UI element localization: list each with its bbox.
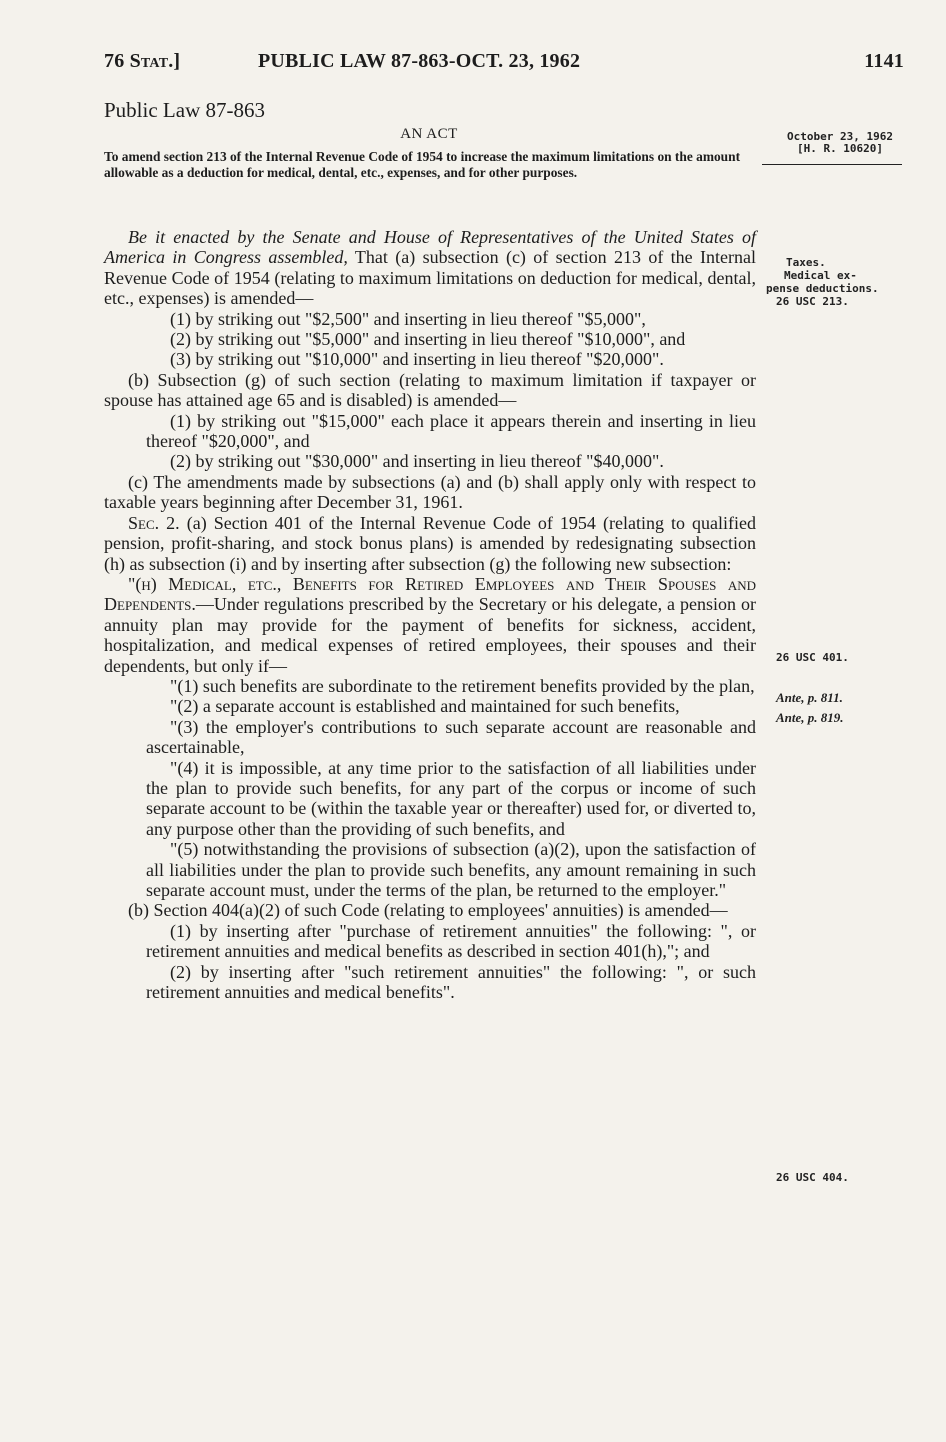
section-2-a	[104, 513, 756, 574]
margin-rule	[762, 164, 902, 165]
subsection-b-1: (1) by striking out "$15,000" each place it appears therein and inserting in lieu thereof "$20,000", and	[146, 410, 756, 452]
subsection-a-3: (3) by striking out "$10,000" and inserting in lieu thereof "$20,000".	[170, 349, 664, 370]
subsection-b: (b) Subsection (g) of such section (relating to maximum limitation if taxpayer or spouse has attained age 65 and is disabled) is amended—	[104, 369, 756, 411]
margin-date-text: October 23, 1962	[787, 130, 893, 143]
section-2-b-2: (2) by inserting after "such retirement annuities" the following: ", or such retirement annuities and medical benefits".	[146, 961, 756, 1003]
subsection-h-3: "(3) the employer's contributions to such separate account are reasonable and ascertainable,	[146, 716, 756, 758]
margin-ante-819: Ante, p. 819.	[776, 710, 844, 725]
act-description: To amend section 213 of the Internal Revenue Code of 1954 to increase the maximum limitations on the amount allowable as a deduction for medical, dental, etc., expenses, and for other purposes.	[104, 149, 741, 180]
margin-usc-401: 26 USC 401.	[776, 651, 849, 664]
subsection-h-4: "(4) it is impossible, at any time prior to the satisfaction of all liabilities under the plan to provide such benefits, for any part of the corpus or income of such separate account to be (within the taxable year or thereafter) used for, or diverted to, any purpose other than the providing of such benefits, and	[146, 757, 756, 839]
header-stat-reference: 76 Stat.]	[104, 50, 181, 72]
subsection-h	[104, 574, 756, 676]
subsection-h-5: "(5) notwithstanding the provisions of subsection (a)(2), upon the satisfaction of all liabilities under the plan to provide such benefits, any amount remaining in such separate account must, under the terms of the plan, be returned to the employer."	[146, 839, 756, 900]
margin-usc-213: 26 USC 213.	[776, 295, 849, 308]
subsection-a-2: (2) by striking out "$5,000" and inserting in lieu thereof "$10,000", and	[170, 329, 686, 350]
header-page-number: 1141	[864, 50, 904, 72]
section-2-a-text: (a) Section 401 of the Internal Revenue Code of 1954 (relating to qualified pension, profit-sharing, and stock bonus plans) is amended by redesignating subsection (h) as subsection (i) and by inserting after subsection (g) the following new subsection:	[104, 512, 756, 574]
subsection-h-heading: "(h) Medical, etc., Benefits for Retired Employees and Their Spouses and Dependents.	[104, 573, 756, 615]
subsection-b-2: (2) by striking out "$30,000" and inserting in lieu thereof "$40,000".	[170, 451, 664, 472]
header-law-title: PUBLIC LAW 87-863-OCT. 23, 1962	[258, 50, 581, 72]
section-2-b: (b) Section 404(a)(2) of such Code (relating to employees' annuities) is amended—	[128, 900, 728, 921]
section-2-label: Sec. 2.	[128, 512, 180, 533]
enacting-clause-italic: Be it enacted by the Senate and House of Representatives of the United States of America in Congress assembled,	[104, 227, 756, 268]
margin-medical-1: Medical ex-	[784, 269, 857, 282]
subsection-c: (c) The amendments made by subsections (a) and (b) shall apply only with respect to taxable years beginning after December 31, 1961.	[104, 471, 756, 513]
margin-ante-811: Ante, p. 811.	[776, 690, 843, 705]
margin-date	[775, 131, 905, 155]
subsection-h-1: "(1) such benefits are subordinate to the retirement benefits provided by the plan,	[170, 675, 755, 696]
margin-bill-number: [H. R. 10620]	[796, 142, 884, 155]
subsection-h-text: —Under regulations prescribed by the Secretary or his delegate, a pension or annuity plan may provide for the payment of benefits for sickness, accident, hospitalization, and medical expenses of retired employees, their spouses and their dependents, but only if—	[104, 594, 756, 676]
act-heading: AN ACT	[400, 126, 458, 142]
act-body	[104, 227, 756, 1002]
public-law-title: Public Law 87-863	[104, 98, 265, 122]
subsection-a-1: (1) by striking out "$2,500" and inserting in lieu thereof "$5,000",	[170, 308, 646, 329]
section-2-b-1: (1) by inserting after "purchase of retirement annuities" the following: ", or retirement annuities and medical benefits as described in section 401(h),"; and	[146, 920, 756, 962]
margin-taxes: Taxes.	[786, 256, 826, 269]
enacting-clause	[104, 227, 756, 309]
margin-usc-404: 26 USC 404.	[776, 1171, 849, 1184]
enacting-clause-text: That (a) subsection (c) of section 213 of the Internal Revenue Code of 1954 (relating to maximum limitations on deduction for medical, dental, etc., expenses) is amended—	[104, 247, 756, 309]
subsection-h-2: "(2) a separate account is established and maintained for such benefits,	[170, 696, 680, 717]
margin-medical-2: pense deductions.	[766, 282, 879, 295]
